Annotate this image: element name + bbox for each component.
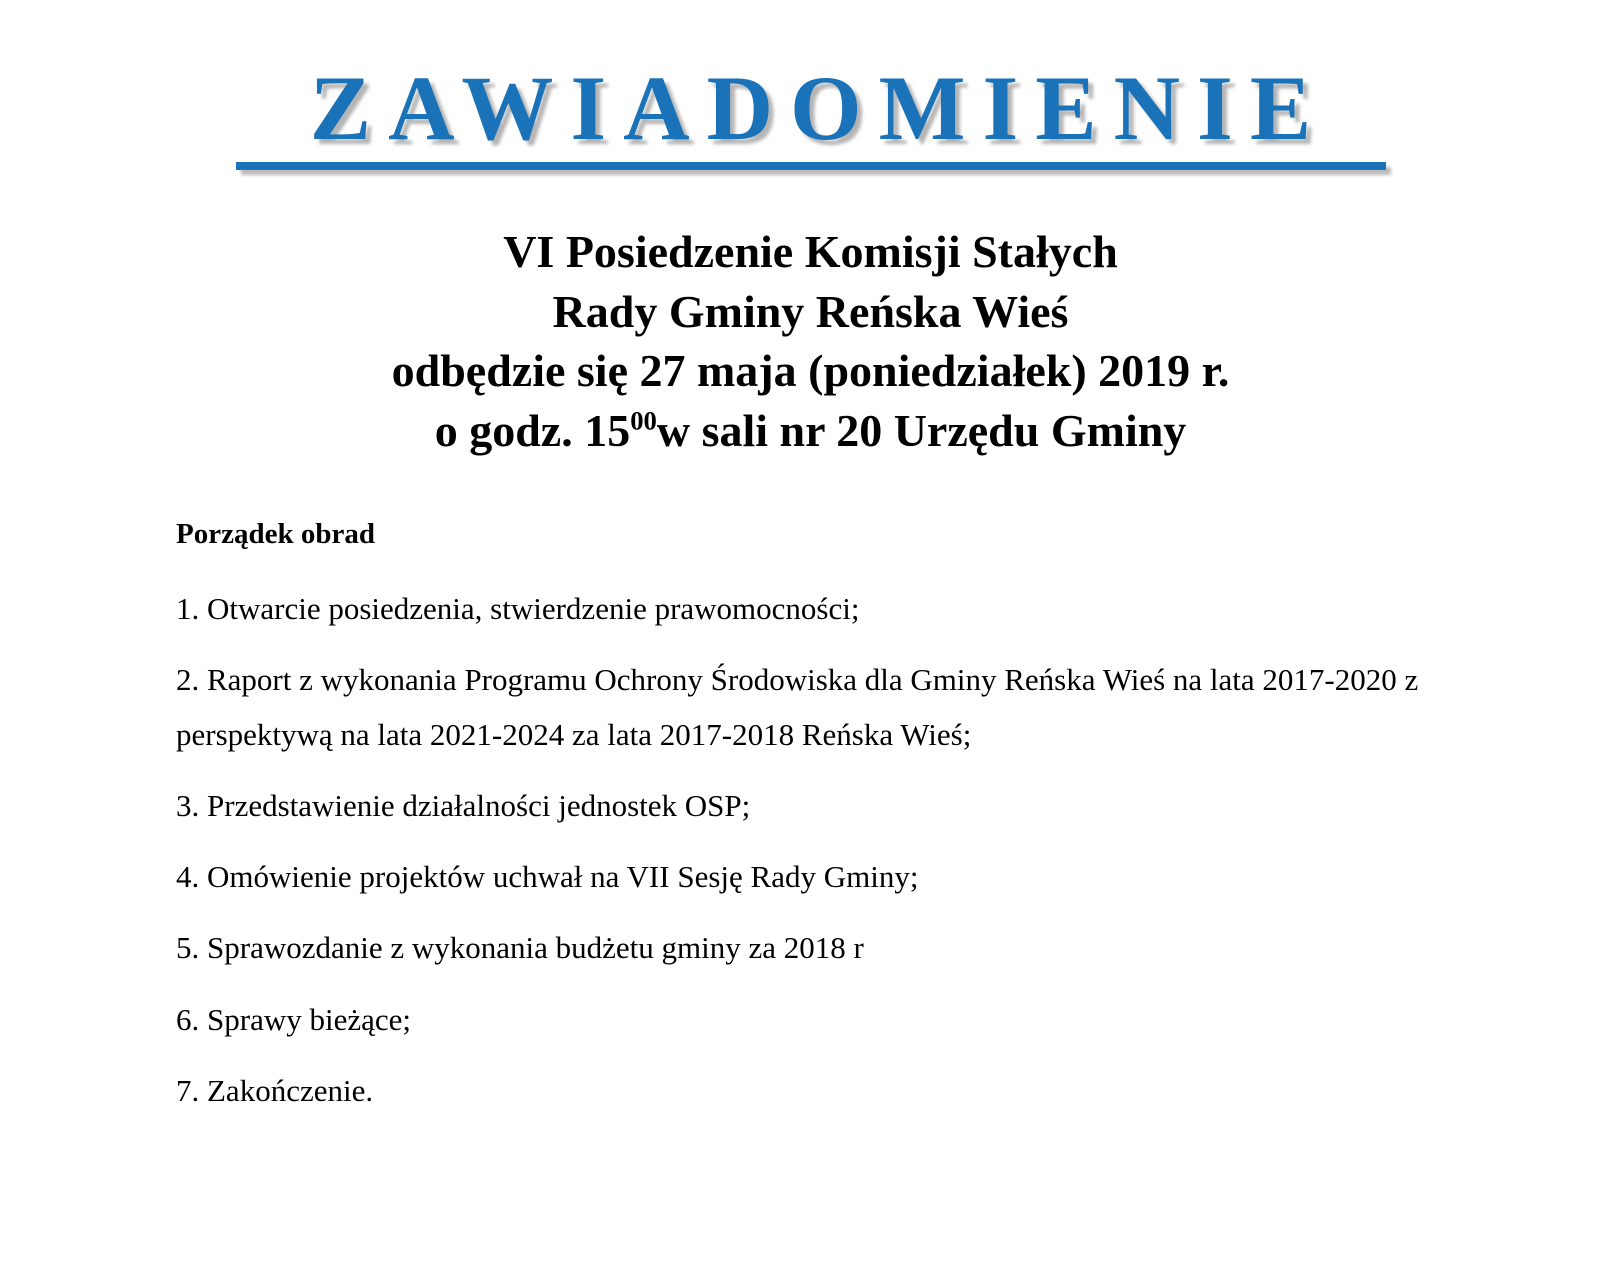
agenda-item-1: 1. Otwarcie posiedzenia, stwierdzenie prawomocności; (176, 590, 860, 626)
agenda-item-5: 5. Sprawozdanie z wykonania budżetu gminy za 2018 r (176, 930, 864, 966)
document-title-block (0, 0, 1621, 170)
agenda-item-7: 7. Zakończenie. (176, 1072, 374, 1108)
time-suffix: w sali nr 20 Urzędu Gminy (656, 405, 1187, 457)
agenda-item-2: 2. Raport z wykonania Programu Ochrony Środowiska dla Gminy Reńska Wieś na lata 2017-2020 z perspektywą na lata 2021-2024 za lata 2017-2018 Reńska Wieś; (176, 661, 1426, 752)
agenda-item-3: 3. Przedstawienie działalności jednostek OSP; (176, 788, 751, 824)
meeting-heading (0, 222, 1621, 461)
title-underline-rule (236, 162, 1386, 170)
heading-line-3: odbędzie się 27 maja (poniedziałek) 2019 r. (391, 345, 1230, 397)
time-minutes-superscript: 00 (630, 405, 657, 436)
agenda-section (0, 509, 1621, 1118)
agenda-item-4: 4. Omówienie projektów uchwał na VII Sesję Rady Gminy; (176, 859, 919, 895)
heading-line-2: Rady Gminy Reńska Wieś (552, 285, 1069, 337)
agenda-item-6: 6. Sprawy bieżące; (176, 1001, 411, 1037)
page-title: ZAWIADOMIENIE (309, 57, 1329, 159)
time-prefix: o godz. 15 (434, 405, 631, 457)
agenda-heading: Porządek obrad (176, 518, 375, 551)
heading-line-1: VI Posiedzenie Komisji Stałych (503, 225, 1118, 277)
heading-line-time (0, 401, 1621, 461)
